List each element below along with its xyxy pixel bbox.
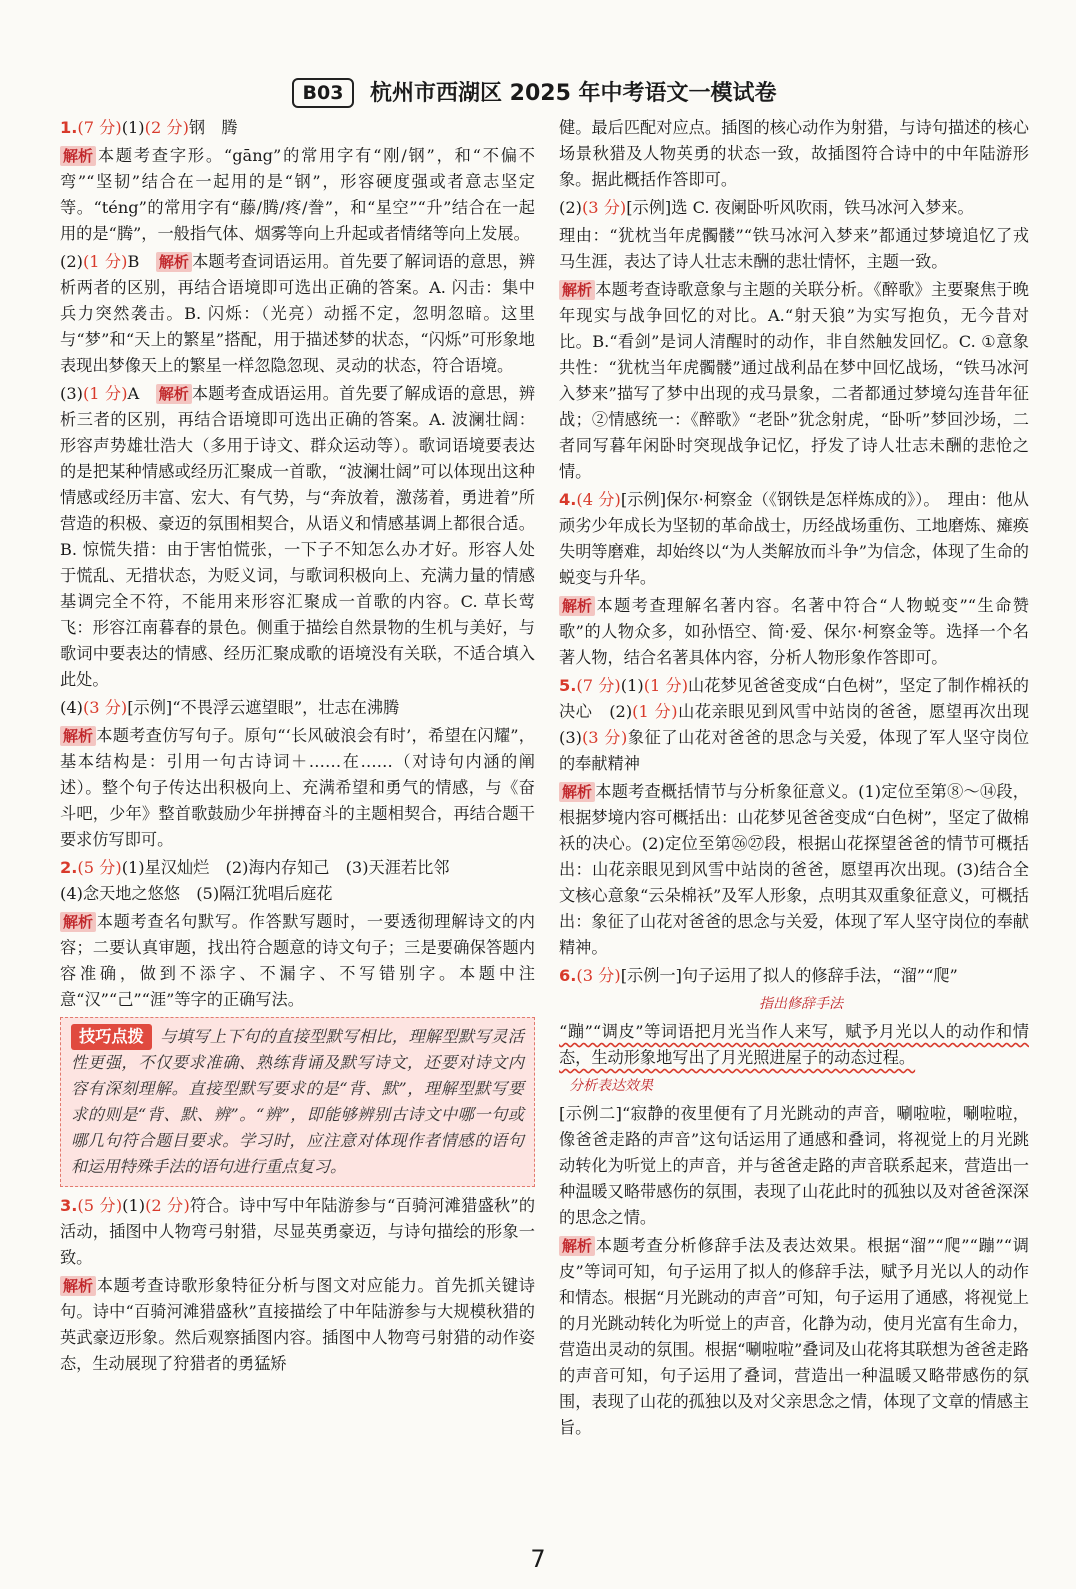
q6-points: (3 分)	[576, 966, 621, 985]
q1-1-label: (1)	[121, 118, 145, 137]
q1-1-answer	[60, 115, 535, 141]
q4-points: (4 分)	[576, 490, 621, 509]
q2-line2: (4)念天地之悠悠 (5)隔江犹唱后庭花	[60, 884, 333, 903]
annotation-rhetoric: 指出修辞手法	[759, 996, 843, 1012]
q1-2-answer: B	[127, 252, 140, 271]
q3-2-points: (3 分)	[581, 198, 627, 217]
q5-2-label: (2)	[609, 702, 633, 721]
q6-example2: [示例二]“寂静的夜里便有了月光跳动的声音，唰啦啦，唰啦啦，像爸爸走路的声音”这句话运用了通感和叠词，将视觉上的月光跳动转化为听觉上的声音，并与爸爸走路的声音联系起来，营造出一种温暖又略带感伤的氛围，表现了山花此时的孤独以及对爸爸深深的思念之情。	[559, 1104, 1029, 1227]
q6-example1-text: 句子运用了拟人的修辞手法，“溜”“爬”	[681, 966, 958, 985]
q1-4-answer: “不畏浮云遮望眼”，壮志在沸腾	[172, 698, 400, 717]
q3-1	[60, 1193, 535, 1271]
tip-box	[60, 1017, 535, 1187]
q2-analysis-text: 本题考查名句默写。作答默写题时，一要透彻理解诗文的内容；二要认真审题，找出符合题意的诗文句子；三是要确保答题内容准确，做到不添字、不漏字、不写错别字。本题中注意“汉”“己”“涯”等字的正确写法。	[60, 912, 535, 1009]
q2-number: 2.	[60, 858, 78, 877]
tip-label: 技巧点拨	[71, 1024, 152, 1050]
q3-1-answer: 符合。诗中写中年陆游参与“百骑河滩猎盛秋”的活动，插图中人物弯弓射猎，尽显英勇豪迈，与诗句描绘的形象一致。	[60, 1196, 536, 1267]
analysis-tag: 解析	[156, 252, 192, 272]
q1-4-points: (3 分)	[82, 698, 128, 717]
q5-analysis-text: 本题考查概括情节与分析象征意义。(1)定位至第⑧～⑭段，根据梦境内容可概括出：山花梦见爸爸变成“白色树”，坚定了做棉袄的决心。(2)定位至第㉖㉗段，根据山花探望爸爸的情节可概括出：山花亲眼见到风雪中站岗的爸爸，愿望再次出现。(3)结合全文核心意象“云朵棉袄”及军人形象，点明其双重象征意义，可概括出：象征了山花对爸爸的思念与关爱，体现了军人坚守岗位的奉献精神。	[559, 782, 1029, 957]
q2-points: (5 分)	[77, 858, 122, 877]
q4: 4.(4 分)[示例]保尔·柯察金（《钢铁是怎样炼成的》）。 理由：他从顽劣少年成长为坚韧的革命战士，历经战场重伤、工地磨炼、瘫痪失明等磨难，却始终以“为人类解放而斗争”为信念，体现了生命的蜕变与升华。	[559, 490, 1029, 587]
q3-1-label: (1)	[122, 1196, 146, 1215]
q1-1-analysis-text: 本题考查字形。“gāng”的常用字有“刚/钢”，和“不偏不弯”“坚韧”结合在一起用的是“钢”，形容硬度强或者意志坚定等。“téng”的常用字有“藤/腾/疼/誊”，和“星空”“升”结合在一起用的是“腾”，一般指气体、烟雾等向上升起或者情绪等向上发展。	[60, 146, 535, 243]
q1-3-analysis-text: 本题考查成语运用。首先要了解成语的意思，辨析三者的区别，再结合语境即可选出正确的答案。A. 波澜壮阔：形容声势雄壮浩大（多用于诗文、群众运动等）。歌词语境要表达的是把某种情感或经历汇聚成一首歌，“波澜壮阔”可以体现出这种情感或经历丰富、宏大、有气势，与“奔放着，激荡着，勇进着”所营造的积极、豪迈的氛围相契合，从语义和情感基调上都很合适。B. 惊慌失措：由于害怕慌张，一下子不知怎么办才好。形容人处于慌乱、无措状态，为贬义词，与歌词积极向上、充满力量的情感基调完全不符，不能用来形容汇聚成一首歌的内容。C. 草长莺飞：形容江南暮春的景色。侧重于描绘自然景物的生机与美好，与歌词中要表达的情感、经历汇聚成歌的语境没有关联，不适合填入此处。	[60, 384, 536, 689]
q3-2-answer: 选 C. 夜阑卧听风吹雨，铁马冰河入梦来。	[671, 198, 974, 217]
analysis-tag: 解析	[60, 146, 96, 166]
q6-example1-cont-text: “蹦”“调皮”等词语把月光当作人来写，赋予月光以人的动作和情态，生动形象地写出了月光照进屋子的动态过程。	[559, 1022, 1029, 1067]
analysis-tag: 解析	[559, 782, 595, 802]
q3-number: 3.	[60, 1196, 78, 1215]
annotation-effect: 分析表达效果	[569, 1078, 653, 1094]
analysis-tag: 解析	[60, 1276, 96, 1296]
q5-1-label: (1)	[620, 676, 644, 695]
q1-points: (7 分)	[77, 118, 122, 137]
q5	[559, 673, 1029, 777]
q1-3-answer: A	[127, 384, 140, 403]
q6-analysis	[559, 1233, 1029, 1441]
q5-1-points: (1 分)	[643, 676, 689, 695]
q5-3-points: (3 分)	[581, 728, 628, 747]
q1-number: 1.	[60, 118, 78, 137]
q6-example2-text: “寂静的夜里便有了月光跳动的声音，唰啦啦，唰啦啦，像爸爸走路的声音”这句话运用了通感和叠词，将视觉上的月光跳动转化为听觉上的声音，并与爸爸走路的声音联系起来，营造出一种温暖又略带感伤的氛围，表现了山花此时的孤独以及对爸爸深深的思念之情。	[559, 1104, 1029, 1227]
q3-analysis-cont: 健。最后匹配对应点。插图的核心动作为射猎，与诗句描述的核心场景秋猎及人物英勇的状态一致，故插图符合诗中的中年陆游形象。据此概括作答即可。	[559, 118, 1029, 189]
q1-3-label: (3)	[60, 384, 83, 403]
example-tag: 示例	[133, 698, 166, 717]
q1-4-analysis	[60, 723, 535, 853]
q4-number: 4.	[559, 490, 577, 509]
example2-tag: 示例二	[565, 1104, 616, 1123]
q1-2-label: (2)	[60, 252, 83, 271]
analysis-tag: 解析	[60, 726, 96, 746]
q1-3-points: (1 分)	[82, 384, 128, 403]
q6-example1-cont	[559, 1019, 1029, 1071]
q3-points: (5 分)	[77, 1196, 123, 1215]
analysis-tag: 解析	[156, 384, 192, 404]
q5-analysis	[559, 779, 1029, 961]
q1-3	[60, 381, 535, 693]
q1-2-points: (1 分)	[82, 252, 128, 271]
q1-4-label: (4)	[60, 698, 83, 717]
q3-analysis-text: 本题考查诗歌形象特征分析与图文对应能力。首先抓关键诗句。诗中“百骑河滩猎盛秋”直接描绘了中年陆游参与大规模秋猎的英武豪迈形象。然后观察插图内容。插图中人物弯弓射猎的动作姿态，生动展现了狩猎者的勇猛矫	[60, 1276, 535, 1373]
page-number: 7	[530, 1545, 546, 1573]
q4-analysis	[559, 593, 1029, 671]
q4-answer: 保尔·柯察金（《钢铁是怎样炼成的》）。 理由：他从顽劣少年成长为坚韧的革命战士，历经战场重伤、工地磨炼、瘫痪失明等磨难，却始终以“为人类解放而斗争”为信念，体现了生命的蜕变与升华。	[559, 490, 1029, 587]
q5-points: (7 分)	[576, 676, 621, 695]
q4-analysis-text: 本题考查理解名著内容。名著中符合“人物蜕变”“生命赞歌”的人物众多，如孙悟空、简·爱、保尔·柯察金等。选择一个名著人物，结合名著具体内容，分析人物形象作答即可。	[559, 596, 1029, 667]
q3-2: (2)(3 分)[示例]选 C. 夜阑卧听风吹雨，铁马冰河入梦来。	[559, 198, 974, 217]
q2-answers	[60, 855, 535, 907]
q1-1-analysis	[60, 143, 535, 247]
q1-4: (4)(3 分)[示例]“不畏浮云遮望眼”，壮志在沸腾	[60, 698, 400, 717]
q5-3-answer: 象征了山花对爸爸的思念与关爱，体现了军人坚守岗位的奉献精神	[559, 728, 1030, 773]
q5-3-label: (3)	[559, 728, 582, 747]
q2-analysis	[60, 909, 535, 1013]
q3-2-analysis	[559, 277, 1029, 485]
example-tag: 示例	[627, 490, 660, 509]
q1-1-answer-text: 钢 腾	[188, 118, 238, 137]
q6-analysis-text: 本题考查分析修辞手法及表达效果。根据“溜”“爬”“蹦”“调皮”等词可知，句子运用了拟人的修辞手法，赋予月光以人的动作和情态。根据“月光跳动的声音”可知，句子运用了通感，将视觉上的月光跳动转化为听觉上的声音，化静为动，使月光富有生命力，营造出灵动的氛围。根据“唰啦啦”叠词及山花将其联想为爸爸走路的声音可知，句子运用了叠词，营造出一种温暖又略带感伤的氛围，表现了山花的孤独以及对父亲思念之情，体现了文章的情感主旨。	[559, 1236, 1029, 1437]
left-column	[60, 115, 535, 1379]
q5-2-answer: 山花亲眼见到风雪中站岗的爸爸，愿望再次出现	[677, 702, 1030, 721]
right-column	[559, 115, 1029, 1443]
q5-number: 5.	[559, 676, 577, 695]
q3-2-analysis-text: 本题考查诗歌意象与主题的关联分析。《醉歌》主要聚焦于晚年现实与战争回忆的对比。A.“射天狼”为实写抱负，无今昔对比。B.“看剑”是词人清醒时的动作，非自然触发回忆。C. ①意象共性：“犹枕当年虎髑髅”通过战利品在梦中回忆战场，“铁马冰河入梦来”描写了梦中出现的戎马景象，二者都通过梦境勾连昔年征战；②情感统一：《醉歌》“老卧”犹念射虎，“卧听”梦回沙场，二者同写暮年闲卧时突现战争记忆，抒发了诗人壮志未酬的悲怆之情。	[559, 280, 1029, 481]
q3-2-reason: 理由：“犹枕当年虎髑髅”“铁马冰河入梦来”都通过梦境追忆了戎马生涯，表达了诗人壮志未酬的悲壮情怀，主题一致。	[559, 226, 1029, 271]
example1-tag: 示例一	[627, 966, 676, 985]
q3-1-points: (2 分)	[145, 1196, 190, 1215]
q2-line1: (1)星汉灿烂 (2)海内存知己 (3)天涯若比邻	[121, 858, 450, 877]
q1-4-analysis-text: 本题考查仿写句子。原句“‘长风破浪会有时’，希望在闪耀”，基本结构是：引用一句古诗词＋……在……（对诗句内涵的阐述）。整个句子传达出积极向上、充满希望和勇气的情感，与《奋斗吧，少年》整首歌鼓励少年拼搏奋斗的主题相契合，再结合题干要求仿写即可。	[60, 726, 535, 849]
example-tag: 示例	[632, 198, 665, 217]
exam-code-badge: B03	[292, 78, 354, 108]
q1-2-analysis-text: 本题考查词语运用。首先要了解词语的意思，辨析两者的区别，再结合语境即可选出正确的答案。A. 闪击：集中兵力突然袭击。B. 闪烁：（光亮）动摇不定，忽明忽暗。这里与“梦”和“天上的繁星”搭配，用于描述梦的状态，“闪烁”可形象地表现出梦像天上的繁星一样忽隐忽现、灵动的状态，符合语境。	[60, 252, 536, 375]
q6-example1: 6.(3 分)[示例一]句子运用了拟人的修辞手法，“溜”“爬”	[559, 966, 958, 985]
q1-2	[60, 249, 535, 379]
page-title: 杭州市西湖区 2025 年中考语文一模试卷	[370, 81, 777, 106]
analysis-tag: 解析	[559, 596, 595, 616]
page-header	[0, 70, 1076, 112]
q3-analysis	[60, 1273, 535, 1377]
q6-number: 6.	[559, 966, 577, 985]
q3-2-label: (2)	[559, 198, 582, 217]
q5-2-points: (1 分)	[632, 702, 678, 721]
q5-1-answer: 山花梦见爸爸变成“白色树”，坚定了制作棉袄的决心	[559, 676, 1029, 721]
analysis-tag: 解析	[559, 280, 595, 300]
analysis-tag: 解析	[60, 912, 96, 932]
analysis-tag: 解析	[559, 1236, 595, 1256]
tip-text: 与填写上下句的直接型默写相比，理解型默写灵活性更强，不仅要求准确、熟练背诵及默写诗文，还要对诗文内容有深刻理解。直接型默写要求的是“背、默”，理解型默写要求的则是“背、默、辨”。“辨”，即能够辨别古诗文中哪一句或哪几句符合题目要求。学习时，应注意对体现作者情感的语句和运用特殊手法的语句进行重点复习。	[71, 1027, 524, 1176]
q1-1-points: (2 分)	[144, 118, 189, 137]
